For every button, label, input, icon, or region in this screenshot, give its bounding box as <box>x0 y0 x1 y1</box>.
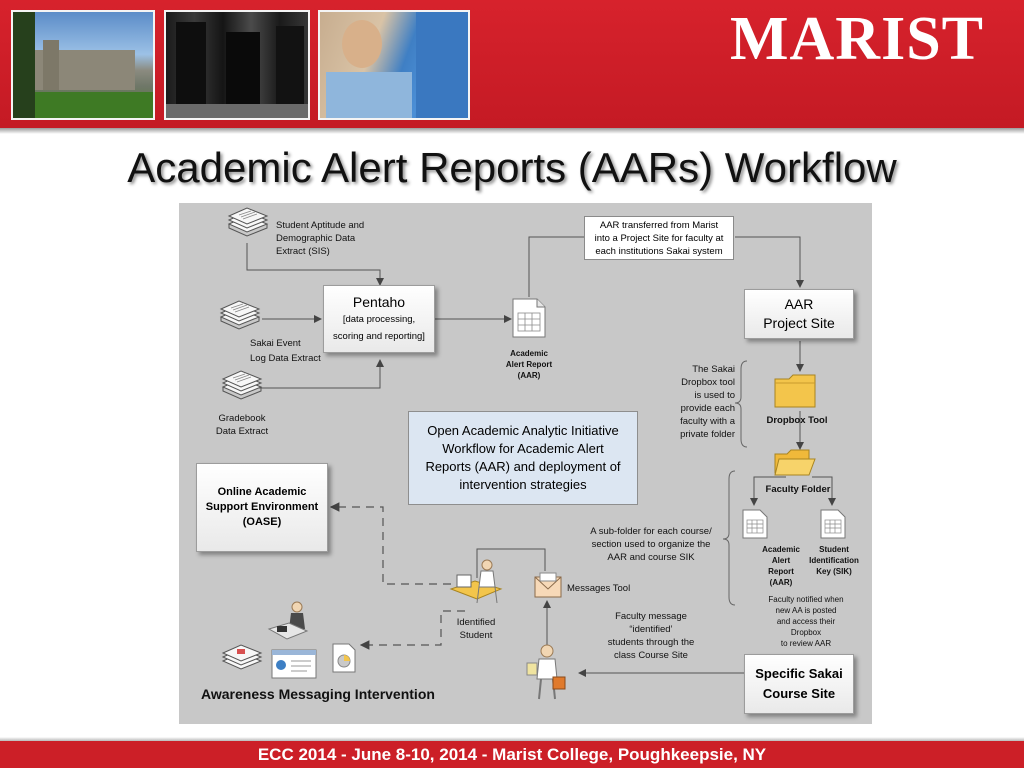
header-banner <box>0 0 1024 128</box>
aar-report-icon <box>511 298 547 338</box>
subfolder-note: A sub-folder for each course/ section used to organize the AAR and course SIK <box>590 526 712 563</box>
faculty-notified-note: Faculty notified when new AA is posted and access their Dropbox to review AAR <box>768 595 844 648</box>
sik-label: Student Identification Key (SIK) <box>809 545 859 576</box>
identified-student-label: Identified Student <box>456 617 496 641</box>
sis-extract-label: Student Aptitude and Demographic Data Extract (SIS) <box>276 220 365 257</box>
sik-icon <box>820 509 846 539</box>
faculty-folder-icon <box>773 449 817 477</box>
dropbox-folder-icon <box>773 373 817 409</box>
transfer-note: AAR transferred from Marist into a Project Site for faculty at each institutions Sakai system <box>584 216 734 260</box>
technician-photo <box>318 10 470 120</box>
sakai-data-icon <box>217 299 263 335</box>
server-room-photo <box>164 10 310 120</box>
aar-report-label: Academic Alert Report (AAR) <box>505 349 553 380</box>
sis-data-icon <box>225 206 271 242</box>
workflow-diagram <box>179 203 872 724</box>
course-aar-label: Academic Alert Report (AAR) <box>762 545 800 587</box>
footer-bar: ECC 2014 - June 8-10, 2014 - Marist College, Poughkeepsie, NY <box>0 741 1024 768</box>
messages-tool-label: Messages Tool <box>567 583 631 594</box>
aar-project-site-box: AAR Project Site <box>744 289 854 339</box>
oase-box: Online Academic Support Environment (OASE) <box>196 463 328 552</box>
sakai-extract-label: Sakai Event Log Data Extract <box>250 338 321 364</box>
web-page-icon <box>271 649 317 679</box>
student-at-desk-icon <box>447 559 507 611</box>
faculty-message-note: Faculty message “identified’ students through the class Course Site <box>607 611 695 661</box>
gradebook-data-icon <box>219 369 265 405</box>
pentaho-box: Pentaho [data processing, scoring and reporting] <box>323 285 435 353</box>
banner-shadow <box>0 128 1024 134</box>
marist-logo: MARIST <box>730 5 985 73</box>
mail-stack-icon <box>219 643 267 679</box>
awareness-messaging-label: Awareness Messaging Intervention <box>201 686 435 702</box>
dropbox-note: The Sakai Dropbox tool is used to provide each faculty with a private folder <box>680 364 735 440</box>
course-site-box: Specific Sakai Course Site <box>744 654 854 714</box>
workflow-info-box: Open Academic Analytic Initiative Workflow for Academic Alert Reports (AAR) and deployment of intervention strategies <box>408 411 638 505</box>
student-figure-icon <box>525 643 567 701</box>
course-aar-icon <box>742 509 768 539</box>
page-title: Academic Alert Reports (AARs) Workflow <box>127 144 897 191</box>
campus-photo <box>11 10 155 120</box>
faculty-folder-label: Faculty Folder <box>765 484 831 495</box>
messages-envelope-icon <box>533 571 563 601</box>
dropbox-tool-label: Dropbox Tool <box>766 415 828 426</box>
phone-user-icon <box>267 599 313 641</box>
report-chart-icon <box>332 643 356 673</box>
gradebook-extract-label: Gradebook Data Extract <box>215 413 269 437</box>
